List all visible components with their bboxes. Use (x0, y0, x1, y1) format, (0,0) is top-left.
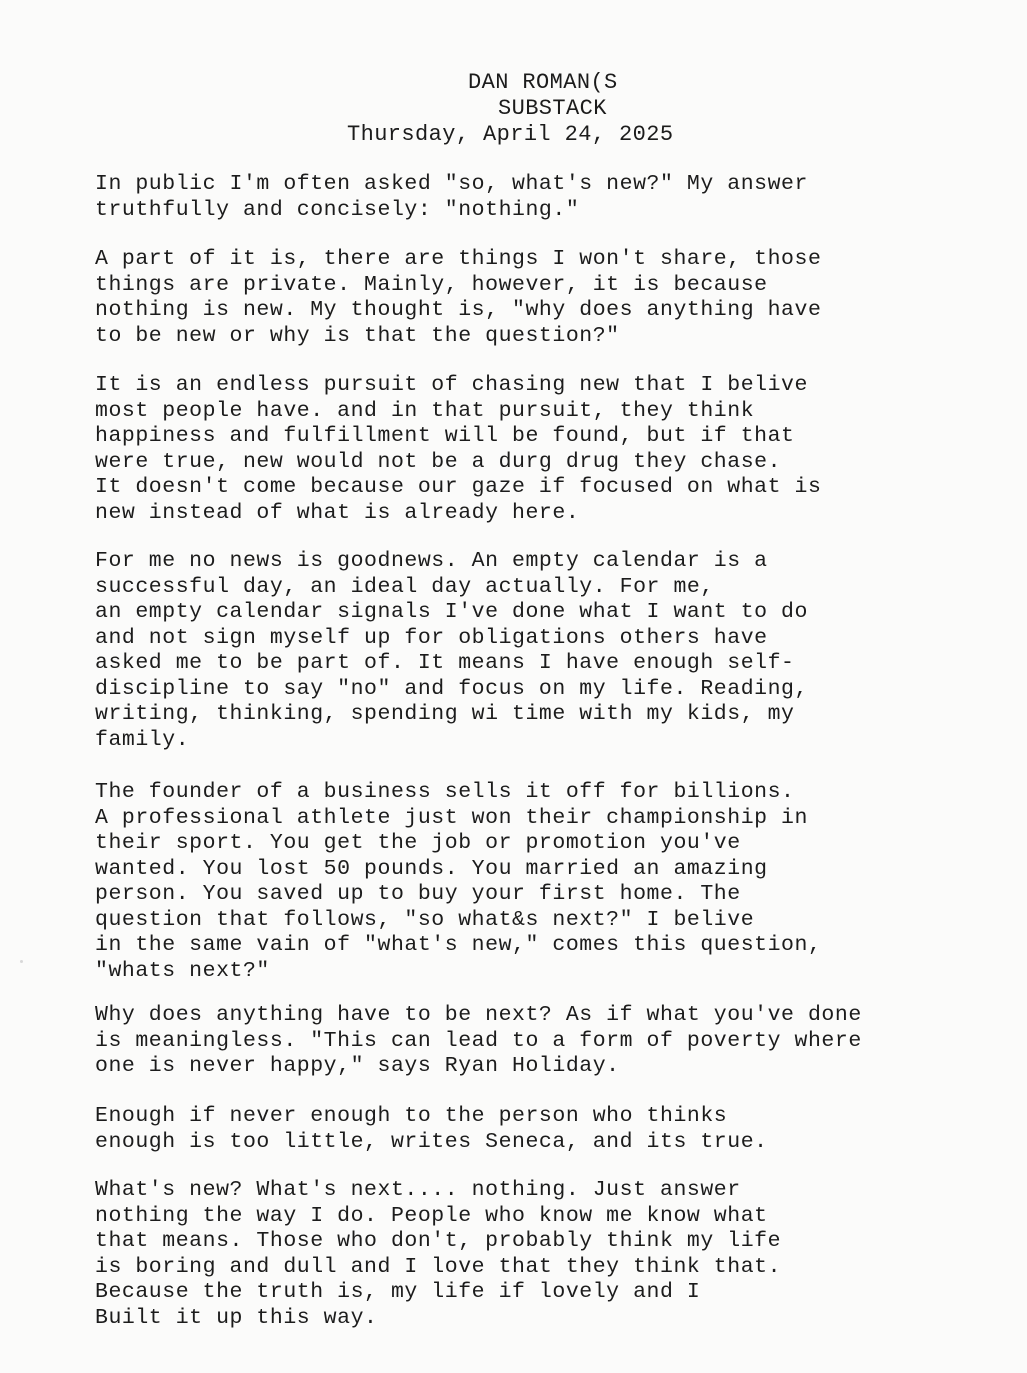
text-line: writing, thinking, spending wi time with my kids, my (95, 702, 795, 726)
text-line: in the same vain of "what's new," comes this question, (95, 933, 822, 957)
text-line: were true, new would not be a durg drug they chase. (95, 449, 782, 474)
text-line: The founder of a business sells it off for billions. (95, 780, 795, 804)
paragraph-6 (95, 1003, 862, 1080)
text-line: nothing is new. My thought is, "why does anything have (95, 298, 822, 322)
paragraph-1 (95, 172, 808, 223)
text-line: discipline to say "no" and focus on my life. Reading, (95, 676, 808, 701)
text-line: What's new? What's next.... nothing. Just answer (95, 1178, 741, 1202)
publication-date: Thursday, April 24, 2025 (347, 122, 674, 147)
text-line: "whats next?" (95, 958, 270, 983)
text-line: wanted. You lost 50 pounds. You married an amazing (95, 856, 768, 881)
text-line: In public I'm often asked "so, what's new?" My answer (95, 172, 808, 196)
text-line: Why does anything have to be next? As if what you've done (95, 1003, 862, 1027)
text-line: person. You saved up to buy your first home. The (95, 882, 741, 906)
text-line: to be new or why is that the question?" (95, 323, 620, 348)
paragraph-2 (95, 247, 821, 349)
text-line: things are private. Mainly, however, it is because (95, 272, 768, 297)
text-line: Because the truth is, my life if lovely and I (95, 1280, 701, 1304)
paragraph-5 (95, 780, 821, 984)
text-line: For me no news is goodnews. An empty calendar is a (95, 549, 768, 573)
paragraph-8 (95, 1178, 781, 1331)
paragraph-3 (95, 373, 821, 526)
text-line: A professional athlete just won their championship in (95, 805, 808, 830)
paragraph-4 (95, 549, 808, 753)
text-line: asked me to be part of. It means I have enough self- (95, 651, 795, 675)
text-line: It is an endless pursuit of chasing new that I belive (95, 373, 808, 397)
text-line: an empty calendar signals I've done what I want to do (95, 600, 808, 624)
text-line: new instead of what is already here. (95, 500, 580, 525)
text-line: enough is too little, writes Seneca, and its true. (95, 1129, 768, 1154)
text-line: It doesn't come because our gaze if focused on what is (95, 475, 822, 499)
text-line: happiness and fulfillment will be found, but if that (95, 424, 795, 448)
text-line: is meaningless. "This can lead to a form of poverty where (95, 1028, 862, 1053)
text-line: A part of it is, there are things I won't share, those (95, 247, 822, 271)
text-line: successful day, an ideal day actually. For me, (95, 574, 714, 599)
text-line: truthfully and concisely: "nothing." (95, 197, 580, 222)
text-line: family. (95, 727, 190, 752)
scan-speck (20, 960, 23, 963)
text-line: nothing the way I do. People who know me know what (95, 1203, 768, 1228)
text-line: one is never happy," says Ryan Holiday. (95, 1054, 620, 1078)
text-line: most people have. and in that pursuit, they think (95, 398, 755, 423)
paragraph-7 (95, 1104, 768, 1155)
text-line: Built it up this way. (95, 1305, 378, 1330)
text-line: Enough if never enough to the person who thinks (95, 1104, 728, 1128)
text-line: is boring and dull and I love that they think that. (95, 1254, 782, 1279)
text-line: question that follows, "so what&s next?" I belive (95, 907, 755, 932)
publication-name: SUBSTACK (498, 96, 607, 121)
text-line: their sport. You get the job or promotion you've (95, 831, 741, 855)
text-line: and not sign myself up for obligations others have (95, 625, 768, 650)
author-name: DAN ROMAN(S (468, 70, 618, 95)
text-line: that means. Those who don't, probably think my life (95, 1229, 782, 1253)
